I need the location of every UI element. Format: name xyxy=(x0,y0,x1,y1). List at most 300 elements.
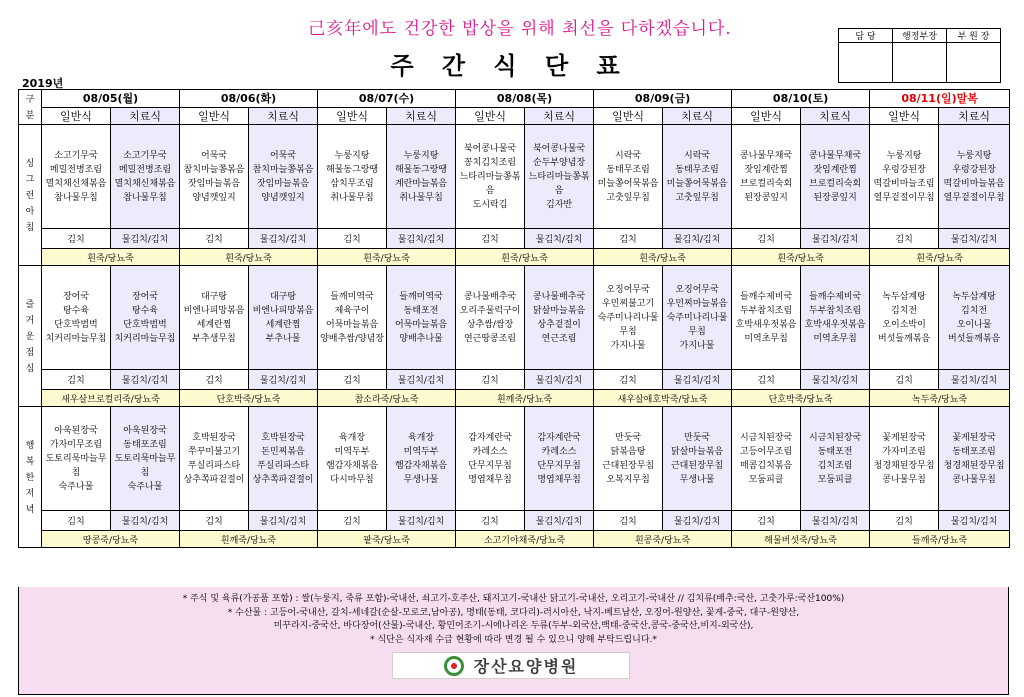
dish-item: 오복지무침 xyxy=(606,474,650,485)
dish-item: 미역초무침 xyxy=(813,333,857,344)
dish-item: 세계란찜 xyxy=(265,319,301,330)
dish-item: 오이나물 xyxy=(956,319,992,330)
dish-item: 양배추쌈/양념장 xyxy=(320,333,384,344)
dish-item: 매콤김치볶음 xyxy=(739,460,793,471)
side-dish-therapeutic: 물김치/김치 xyxy=(663,229,732,249)
dish-item: 부추생무침 xyxy=(192,333,236,344)
side-dish-therapeutic: 물김치/김치 xyxy=(801,511,870,531)
dish-item: 느타리마늘쫑볶음 xyxy=(459,171,521,196)
dish-item: 숙주나물 xyxy=(127,481,163,492)
dish-item: 닭살마늘볶음 xyxy=(670,446,724,457)
dish-item: 브로컬리숙회 xyxy=(739,178,793,189)
porridge-cell: 새우살애호박죽/당뇨죽 xyxy=(594,390,732,407)
therapeutic-menu-cell xyxy=(249,125,318,229)
dish-item: 김치조림 xyxy=(817,460,853,471)
therapeutic-menu-cell xyxy=(663,266,732,370)
porridge-cell: 참소라죽/당뇨죽 xyxy=(318,390,456,407)
regular-menu-cell xyxy=(318,266,387,370)
side-dish-therapeutic: 물김치/김치 xyxy=(249,229,318,249)
dish-item: 호박새우젓볶음 xyxy=(735,319,797,330)
porridge-cell: 흰깨죽/당뇨죽 xyxy=(180,531,318,548)
approval-head: 행정부장 xyxy=(893,29,947,43)
porridge-cell: 흰죽/당뇨죽 xyxy=(732,249,870,266)
diet-type-regular: 일반식 xyxy=(594,107,663,125)
meal-label-char: 녁 xyxy=(25,505,35,515)
dish-item: 명엽채무침 xyxy=(537,474,581,485)
porridge-cell: 흰죽/당뇨죽 xyxy=(318,249,456,266)
side-dish-therapeutic: 물김치/김치 xyxy=(939,511,1010,531)
therapeutic-menu-cell xyxy=(939,125,1010,229)
therapeutic-menu-cell xyxy=(111,407,180,511)
diet-type-therapeutic: 치료식 xyxy=(663,107,732,125)
dish-item: 단무지무침 xyxy=(468,460,512,471)
porridge-cell: 팥죽/당뇨죽 xyxy=(318,531,456,548)
diet-type-regular: 일반식 xyxy=(732,107,801,125)
dish-item: 단호박범벅 xyxy=(54,319,98,330)
side-dish-therapeutic: 물김치/김치 xyxy=(387,229,456,249)
side-dish-therapeutic: 물김치/김치 xyxy=(525,370,594,390)
side-dish-regular: 김치 xyxy=(42,229,111,249)
dish-item: 미역두부 xyxy=(334,446,370,457)
regular-menu-cell xyxy=(42,266,111,370)
regular-menu-cell xyxy=(870,125,939,229)
dish-item: 호박된장국 xyxy=(261,432,305,443)
meal-label-char: 싱 xyxy=(25,159,35,169)
dish-item: 가자미조림 xyxy=(882,446,926,457)
therapeutic-menu-cell xyxy=(663,407,732,511)
dish-item: 열무겉절이무침 xyxy=(873,192,935,203)
dish-item: 들깨미역국 xyxy=(399,291,443,302)
side-dish-therapeutic: 물김치/김치 xyxy=(111,511,180,531)
day-header: 08/10(토) xyxy=(732,90,870,108)
meal-label-char: 런 xyxy=(25,191,35,201)
side-dish-regular: 김치 xyxy=(180,511,249,531)
dish-item: 콩나물무침 xyxy=(882,474,926,485)
dish-item: 브로컬리숙회 xyxy=(809,178,862,189)
dish-item: 미역두부 xyxy=(403,446,439,457)
dish-item: 오징어무국 xyxy=(675,284,719,295)
porridge-cell: 흰죽/당뇨죽 xyxy=(180,249,318,266)
therapeutic-menu-cell xyxy=(939,407,1010,511)
therapeutic-menu-cell xyxy=(387,266,456,370)
therapeutic-menu-cell xyxy=(525,407,594,511)
dish-item: 근대된장무침 xyxy=(601,460,655,471)
dish-item: 소고기무국 xyxy=(123,150,167,161)
dish-item: 멸치채신채볶음 xyxy=(45,178,107,189)
dish-item: 콩나물무채국 xyxy=(739,150,793,161)
side-dish-regular: 김치 xyxy=(456,229,525,249)
dish-item: 두부참치조림 xyxy=(739,305,793,316)
side-dish-regular: 김치 xyxy=(594,370,663,390)
approval-sign-cell xyxy=(839,43,893,83)
side-dish-therapeutic: 물김치/김치 xyxy=(801,229,870,249)
side-dish-therapeutic: 물김치/김치 xyxy=(111,229,180,249)
side-dish-therapeutic: 물김치/김치 xyxy=(387,370,456,390)
dish-item: 미늘쫑어묵볶음 xyxy=(597,178,659,189)
side-dish-regular: 김치 xyxy=(456,370,525,390)
therapeutic-menu-cell xyxy=(249,407,318,511)
dish-item: 모둠피클 xyxy=(817,474,853,485)
dish-item: 오징어무국 xyxy=(606,284,650,295)
dish-item: 멸치채신채볶음 xyxy=(114,178,176,189)
dish-item: 숙주미나리나물무침 xyxy=(597,312,659,337)
dish-item: 도토리묵마늘무침 xyxy=(114,453,176,478)
regular-menu-cell xyxy=(594,407,663,511)
dish-item: 누룽지탕 xyxy=(886,150,922,161)
dish-item: 어묵마늘볶음 xyxy=(394,319,448,330)
dish-item: 카레소스 xyxy=(472,446,508,457)
dish-item: 동태무조림 xyxy=(675,164,719,175)
dish-item: 닭볶음탕 xyxy=(610,446,646,457)
porridge-cell: 새우살브로컬리죽/당뇨죽 xyxy=(42,390,180,407)
dish-item: 북어콩나물국 xyxy=(532,143,586,154)
dish-item: 고춧잎무침 xyxy=(606,192,650,203)
dish-item: 떡갈비마늘조림 xyxy=(873,178,935,189)
dish-item: 버섯들깨볶음 xyxy=(948,333,1001,344)
dish-item: 카레소스 xyxy=(541,446,577,457)
origin-note-seafood: * 수산물 : 고등어-국내산, 갈치-세네갈(순살-모로코,남아공), 명태(동태, 코다리)-러시아산, 낙지-베트남산, 오징어-원양산, 꽃게-중국, 대구-원양산, xyxy=(227,608,800,618)
meal-label-char: 거 xyxy=(25,316,35,326)
dish-item: 순두부양념장 xyxy=(532,157,586,168)
therapeutic-menu-cell xyxy=(939,266,1010,370)
approval-head: 담 당 xyxy=(839,29,893,43)
dish-item: 우렁강된장 xyxy=(882,164,926,175)
side-dish-regular: 김치 xyxy=(42,370,111,390)
side-dish-regular: 김치 xyxy=(180,229,249,249)
diet-type-regular: 일반식 xyxy=(870,107,939,125)
dish-item: 잣임마늘볶음 xyxy=(187,178,241,189)
therapeutic-menu-cell xyxy=(801,407,870,511)
diet-type-therapeutic: 치료식 xyxy=(111,107,180,125)
dish-item: 탕수육 xyxy=(131,305,159,316)
regular-menu-cell xyxy=(180,266,249,370)
day-header: 08/11(일)말복 xyxy=(870,90,1010,108)
dish-item: 비엔나피망볶음 xyxy=(183,305,245,316)
meal-label-char: 그 xyxy=(25,175,35,185)
side-dish-therapeutic: 물김치/김치 xyxy=(939,229,1010,249)
dish-item: 육개장 xyxy=(407,432,435,443)
meal-label-char: 저 xyxy=(25,489,35,499)
regular-menu-cell xyxy=(180,407,249,511)
regular-menu-cell xyxy=(732,407,801,511)
therapeutic-menu-cell xyxy=(387,407,456,511)
dish-item: 푸실리파스타 xyxy=(256,460,310,471)
therapeutic-menu-cell xyxy=(111,125,180,229)
dish-item: 동태포조림 xyxy=(123,439,167,450)
diet-type-therapeutic: 치료식 xyxy=(387,107,456,125)
meal-label-char: 심 xyxy=(25,364,35,374)
dish-item: 꽃게된장국 xyxy=(882,432,926,443)
dish-item: 참나물무침 xyxy=(54,192,98,203)
side-dish-therapeutic: 물김치/김치 xyxy=(387,511,456,531)
dish-item: 어묵국 xyxy=(269,150,297,161)
regular-menu-cell xyxy=(594,125,663,229)
dish-item: 참치마늘쫑볶음 xyxy=(252,164,314,175)
dish-item: 누룽지탕 xyxy=(956,150,992,161)
page-title: 주 간 식 단 표 xyxy=(390,52,630,80)
therapeutic-menu-cell xyxy=(387,125,456,229)
year-label: 2019년 xyxy=(22,77,64,90)
meal-label-char: 한 xyxy=(25,473,35,483)
dish-item: 가지나물 xyxy=(610,340,646,351)
diet-type-regular: 일반식 xyxy=(318,107,387,125)
dish-item: 장어국 xyxy=(131,291,159,302)
day-header: 08/06(화) xyxy=(180,90,318,108)
side-dish-regular: 김치 xyxy=(870,370,939,390)
dish-item: 메밀전병조림 xyxy=(49,164,103,175)
hospital-emblem-icon xyxy=(444,656,464,676)
dish-item: 열무겉절이무침 xyxy=(943,192,1005,203)
diet-type-regular: 일반식 xyxy=(456,107,525,125)
therapeutic-menu-cell xyxy=(525,266,594,370)
side-dish-therapeutic: 물김치/김치 xyxy=(525,511,594,531)
side-dish-therapeutic: 물김치/김치 xyxy=(525,229,594,249)
regular-menu-cell xyxy=(42,125,111,229)
day-header: 08/08(목) xyxy=(456,90,594,108)
slogan: 己亥年에도 건강한 밥상을 위해 최선을 다하겠습니다. xyxy=(308,19,732,39)
side-dish-regular: 김치 xyxy=(870,511,939,531)
dish-item: 시락국 xyxy=(684,150,711,161)
meal-label-char: 아 xyxy=(25,207,35,217)
side-dish-regular: 김치 xyxy=(732,370,801,390)
dish-item: 만둣국 xyxy=(615,432,642,443)
side-dish-regular: 김치 xyxy=(456,511,525,531)
dish-item: 쭈꾸미불고기 xyxy=(187,446,241,457)
therapeutic-menu-cell xyxy=(801,125,870,229)
regular-menu-cell xyxy=(180,125,249,229)
dish-item: 숙주나물 xyxy=(58,481,94,492)
meal-label-char: 침 xyxy=(25,223,35,233)
regular-menu-cell xyxy=(318,125,387,229)
day-header: 08/07(수) xyxy=(318,90,456,108)
dish-item: 오리주물럭구이 xyxy=(459,305,521,316)
dish-item: 해물동그랑땡 xyxy=(394,164,448,175)
dish-item: 상추쪽파겉절이 xyxy=(183,474,245,485)
dish-item: 김치전 xyxy=(891,305,918,316)
menu-change-notice: * 식단은 식자재 수급 현황에 따라 변경 될 수 있으니 양해 부탁드립니다.* xyxy=(370,635,657,645)
porridge-cell: 해물버섯죽/당뇨죽 xyxy=(732,531,870,548)
regular-menu-cell xyxy=(318,407,387,511)
side-dish-regular: 김치 xyxy=(870,229,939,249)
dish-item: 청경채된장무침 xyxy=(943,460,1005,471)
dish-item: 근대된장무침 xyxy=(670,460,724,471)
dish-item: 양념깻잎지 xyxy=(192,192,236,203)
approval-sign-cell xyxy=(947,43,1001,83)
hospital-name: 장산요양병원 xyxy=(473,657,579,676)
dish-item: 호박된장국 xyxy=(192,432,236,443)
side-dish-therapeutic: 물김치/김치 xyxy=(801,370,870,390)
dish-item: 시금치된장국 xyxy=(739,432,793,443)
porridge-cell: 흰죽/당뇨죽 xyxy=(870,249,1010,266)
dish-item: 누룽지탕 xyxy=(334,150,370,161)
dish-item: 버섯들깨볶음 xyxy=(878,333,931,344)
dish-item: 참치마늘쫑볶음 xyxy=(183,164,245,175)
dish-item: 우렁강된장 xyxy=(952,164,996,175)
origin-note-meat: * 주식 및 육류(가공품 포함) : 쌀(누룽지, 죽류 포함)-국내산, 쇠고기-호주산, 돼지고기-국내산 닭고기-국내산, 오리고기-국내산 // 김치류(배추:국산, 고춧가루:국산100%) xyxy=(182,594,845,604)
dish-item: 떡갈비마늘볶음 xyxy=(943,178,1005,189)
meal-label-char: 점 xyxy=(25,348,35,358)
dish-item: 들깨미역국 xyxy=(330,291,374,302)
dish-item: 치커리마늘무침 xyxy=(114,333,176,344)
dish-item: 단무지무침 xyxy=(537,460,581,471)
dish-item: 된장콩잎지 xyxy=(744,192,788,203)
day-header: 08/05(월) xyxy=(42,90,180,108)
side-dish-regular: 김치 xyxy=(318,511,387,531)
dish-item: 콩나물배추국 xyxy=(532,291,586,302)
dish-item: 어묵국 xyxy=(200,150,228,161)
porridge-cell: 녹두죽/당뇨죽 xyxy=(870,390,1010,407)
dish-item: 시락국 xyxy=(615,150,642,161)
dish-item: 아욱된장국 xyxy=(123,425,167,436)
dish-item: 연근땅콩조림 xyxy=(463,333,517,344)
dish-item: 숙주미나리나물무침 xyxy=(666,312,728,337)
side-dish-regular: 김치 xyxy=(594,511,663,531)
side-dish-regular: 김치 xyxy=(732,511,801,531)
notes-footer xyxy=(18,587,1009,695)
dish-item: 미역초무침 xyxy=(744,333,788,344)
therapeutic-menu-cell xyxy=(525,125,594,229)
porridge-cell: 소고기야채죽/당뇨죽 xyxy=(456,531,594,548)
dish-item: 취나물무침 xyxy=(399,192,443,203)
dish-item: 메밀전병조림 xyxy=(118,164,172,175)
regular-menu-cell xyxy=(42,407,111,511)
side-dish-therapeutic: 물김치/김치 xyxy=(249,511,318,531)
dish-item: 명엽채무침 xyxy=(468,474,512,485)
dish-item: 도시락김 xyxy=(472,199,508,210)
dish-item: 누룽지탕 xyxy=(403,150,439,161)
dish-item: 대구탕 xyxy=(200,291,228,302)
diet-type-regular: 일반식 xyxy=(180,107,249,125)
side-dish-therapeutic: 물김치/김치 xyxy=(249,370,318,390)
dish-item: 녹두삼계탕 xyxy=(952,291,996,302)
dish-item: 콩나물무채국 xyxy=(809,150,862,161)
dish-item: 고등어무조림 xyxy=(739,446,793,457)
dish-item: 상추쪽파겉절이 xyxy=(252,474,314,485)
dish-item: 잣임마늘볶음 xyxy=(256,178,310,189)
dish-item: 두부참치조림 xyxy=(809,305,862,316)
diet-type-therapeutic: 치료식 xyxy=(801,107,870,125)
dish-item: 잣임계란찜 xyxy=(744,164,788,175)
therapeutic-menu-cell xyxy=(249,266,318,370)
dish-item: 김치전 xyxy=(961,305,988,316)
approval-box xyxy=(838,28,1001,83)
dish-item: 연근조림 xyxy=(541,333,577,344)
dish-item: 장어국 xyxy=(62,291,90,302)
dish-item: 감자계란국 xyxy=(468,432,512,443)
dish-item: 만둣국 xyxy=(684,432,711,443)
porridge-cell: 흰콩죽/당뇨죽 xyxy=(594,531,732,548)
meal-label-char: 행 xyxy=(25,441,35,451)
dish-item: 감자계란국 xyxy=(537,432,581,443)
diet-type-therapeutic: 치료식 xyxy=(249,107,318,125)
dish-item: 들깨수제비국 xyxy=(809,291,862,302)
meal-label xyxy=(19,266,42,407)
meal-label xyxy=(19,407,42,548)
dish-item: 상추쌈/쌈장 xyxy=(466,319,514,330)
regular-menu-cell xyxy=(456,266,525,370)
dish-item: 들깨수제비국 xyxy=(739,291,793,302)
dish-item: 소고기무국 xyxy=(54,150,98,161)
dish-item: 동태포전 xyxy=(403,305,439,316)
dish-item: 우민찌불고기 xyxy=(601,298,655,309)
dish-item: 대구탕 xyxy=(269,291,297,302)
porridge-cell: 단호박죽/당뇨죽 xyxy=(180,390,318,407)
dish-item: 무생나물 xyxy=(679,474,715,485)
corner-label-text: 분 xyxy=(25,111,35,121)
side-dish-therapeutic: 물김치/김치 xyxy=(939,370,1010,390)
dish-item: 제육구이 xyxy=(334,305,370,316)
dish-item: 부추나물 xyxy=(265,333,301,344)
porridge-cell: 흰죽/당뇨죽 xyxy=(456,249,594,266)
side-dish-regular: 김치 xyxy=(42,511,111,531)
regular-menu-cell xyxy=(456,407,525,511)
diet-type-therapeutic: 치료식 xyxy=(939,107,1010,125)
side-dish-regular: 김치 xyxy=(732,229,801,249)
dish-item: 시금치된장국 xyxy=(809,432,862,443)
dish-item: 아욱된장국 xyxy=(54,425,98,436)
dish-item: 상추겉절이 xyxy=(537,319,581,330)
dish-item: 동태무조림 xyxy=(606,164,650,175)
dish-item: 닭살마늘볶음 xyxy=(532,305,586,316)
dish-item: 햄감자채볶음 xyxy=(394,460,448,471)
dish-item: 꽃게된장국 xyxy=(952,432,996,443)
side-dish-therapeutic: 물김치/김치 xyxy=(111,370,180,390)
porridge-cell: 흰죽/당뇨죽 xyxy=(42,249,180,266)
dish-item: 세계란찜 xyxy=(196,319,232,330)
dish-item: 모둠피클 xyxy=(748,474,784,485)
dish-item: 치커리마늘무침 xyxy=(45,333,107,344)
dish-item: 푸실리파스타 xyxy=(187,460,241,471)
meal-label xyxy=(19,125,42,266)
regular-menu-cell xyxy=(870,266,939,370)
dish-item: 도토리묵마늘무침 xyxy=(45,453,107,478)
meal-label-char: 복 xyxy=(25,457,35,467)
porridge-cell: 단호박죽/당뇨죽 xyxy=(732,390,870,407)
porridge-cell: 흰죽/당뇨죽 xyxy=(594,249,732,266)
dish-item: 햄감자채볶음 xyxy=(325,460,379,471)
dish-item: 김자반 xyxy=(546,199,573,210)
meal-label-char: 운 xyxy=(25,332,35,342)
dish-item: 된장콩잎지 xyxy=(813,192,857,203)
hospital-logo xyxy=(392,652,630,679)
dish-item: 가지나물 xyxy=(679,340,715,351)
dish-item: 오이소박이 xyxy=(882,319,926,330)
dish-item: 계란마늘볶음 xyxy=(394,178,448,189)
dish-item: 우민찌마늘볶음 xyxy=(666,298,728,309)
porridge-cell: 들깨죽/당뇨죽 xyxy=(870,531,1010,548)
dish-item: 비엔나피망볶음 xyxy=(252,305,314,316)
dish-item: 양념깻잎지 xyxy=(261,192,305,203)
therapeutic-menu-cell xyxy=(663,125,732,229)
porridge-cell: 흰깨죽/당뇨죽 xyxy=(456,390,594,407)
dish-item: 느타리마늘쫑볶음 xyxy=(528,171,590,196)
corner-label-text: 구 xyxy=(25,95,35,105)
dish-item: 탕수육 xyxy=(62,305,90,316)
dish-item: 취나물무침 xyxy=(330,192,374,203)
approval-sign-cell xyxy=(893,43,947,83)
meal-label-char: 즐 xyxy=(25,300,35,310)
side-dish-therapeutic: 물김치/김치 xyxy=(663,511,732,531)
dish-item: 콩나물배추국 xyxy=(463,291,517,302)
dish-item: 호박새우젓볶음 xyxy=(804,319,866,330)
dish-item: 육개장 xyxy=(338,432,366,443)
regular-menu-cell xyxy=(732,266,801,370)
dish-item: 청경채된장무침 xyxy=(873,460,935,471)
regular-menu-cell xyxy=(594,266,663,370)
diet-type-regular: 일반식 xyxy=(42,107,111,125)
side-dish-regular: 김치 xyxy=(594,229,663,249)
side-dish-therapeutic: 물김치/김치 xyxy=(663,370,732,390)
